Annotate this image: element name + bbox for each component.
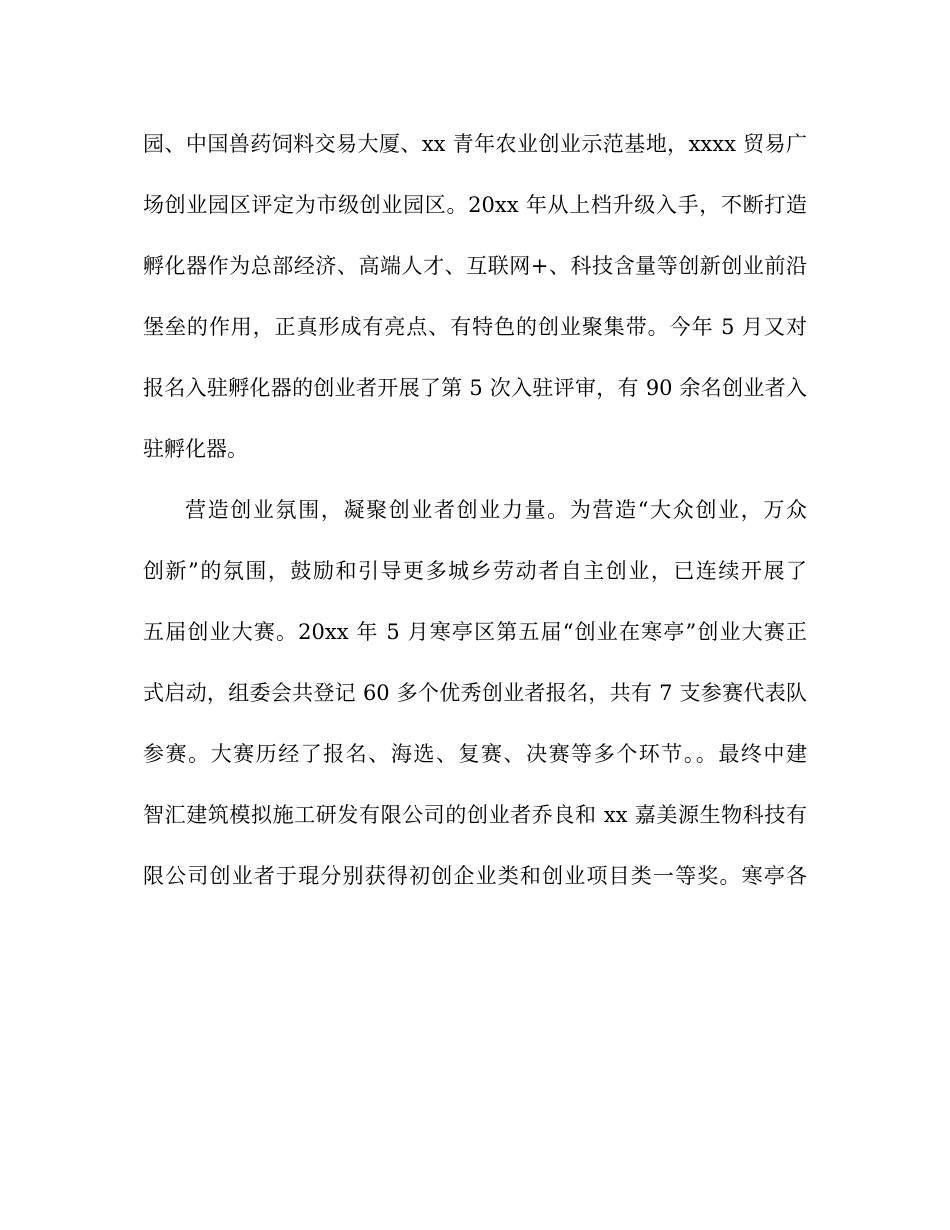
text-line: 孵化器作为总部经济、高端人才、互联网+、科技含量等创新创业前沿	[143, 254, 807, 278]
text-line: 场创业园区评定为市级创业园区。20xx 年从上档升级入手，不断打造	[143, 193, 807, 217]
text-line: 创新”的氛围，鼓励和引导更多城乡劳动者自主创业，已连续开展了	[143, 559, 807, 583]
text-line: 式启动，组委会共登记 60 多个优秀创业者报名，共有 7 支参赛代表队	[143, 681, 807, 705]
body-text	[143, 118, 807, 911]
text-line: 参赛。大赛历经了报名、海选、复赛、决赛等多个环节。。最终中建	[143, 742, 807, 766]
paragraph-first-line: 营造创业氛围，凝聚创业者创业力量。为营造“大众创业，万众	[185, 498, 807, 522]
text-line: 五届创业大赛。20xx 年 5 月寒亭区第五届“创业在寒亭”创业大赛正	[143, 620, 807, 644]
text-line: 智汇建筑模拟施工研发有限公司的创业者乔良和 xx 嘉美源生物科技有	[143, 803, 807, 827]
text-line: 园、中国兽药饲料交易大厦、xx 青年农业创业示范基地，xxxx 贸易广	[143, 132, 807, 156]
text-line: 堡垒的作用，正真形成有亮点、有特色的创业聚集带。今年 5 月又对	[143, 315, 807, 339]
text-line: 限公司创业者于琨分别获得初创企业类和创业项目类一等奖。寒亭各	[143, 864, 807, 888]
text-line: 报名入驻孵化器的创业者开展了第 5 次入驻评审，有 90 余名创业者入	[143, 376, 807, 400]
text-line: 驻孵化器。	[143, 437, 248, 461]
